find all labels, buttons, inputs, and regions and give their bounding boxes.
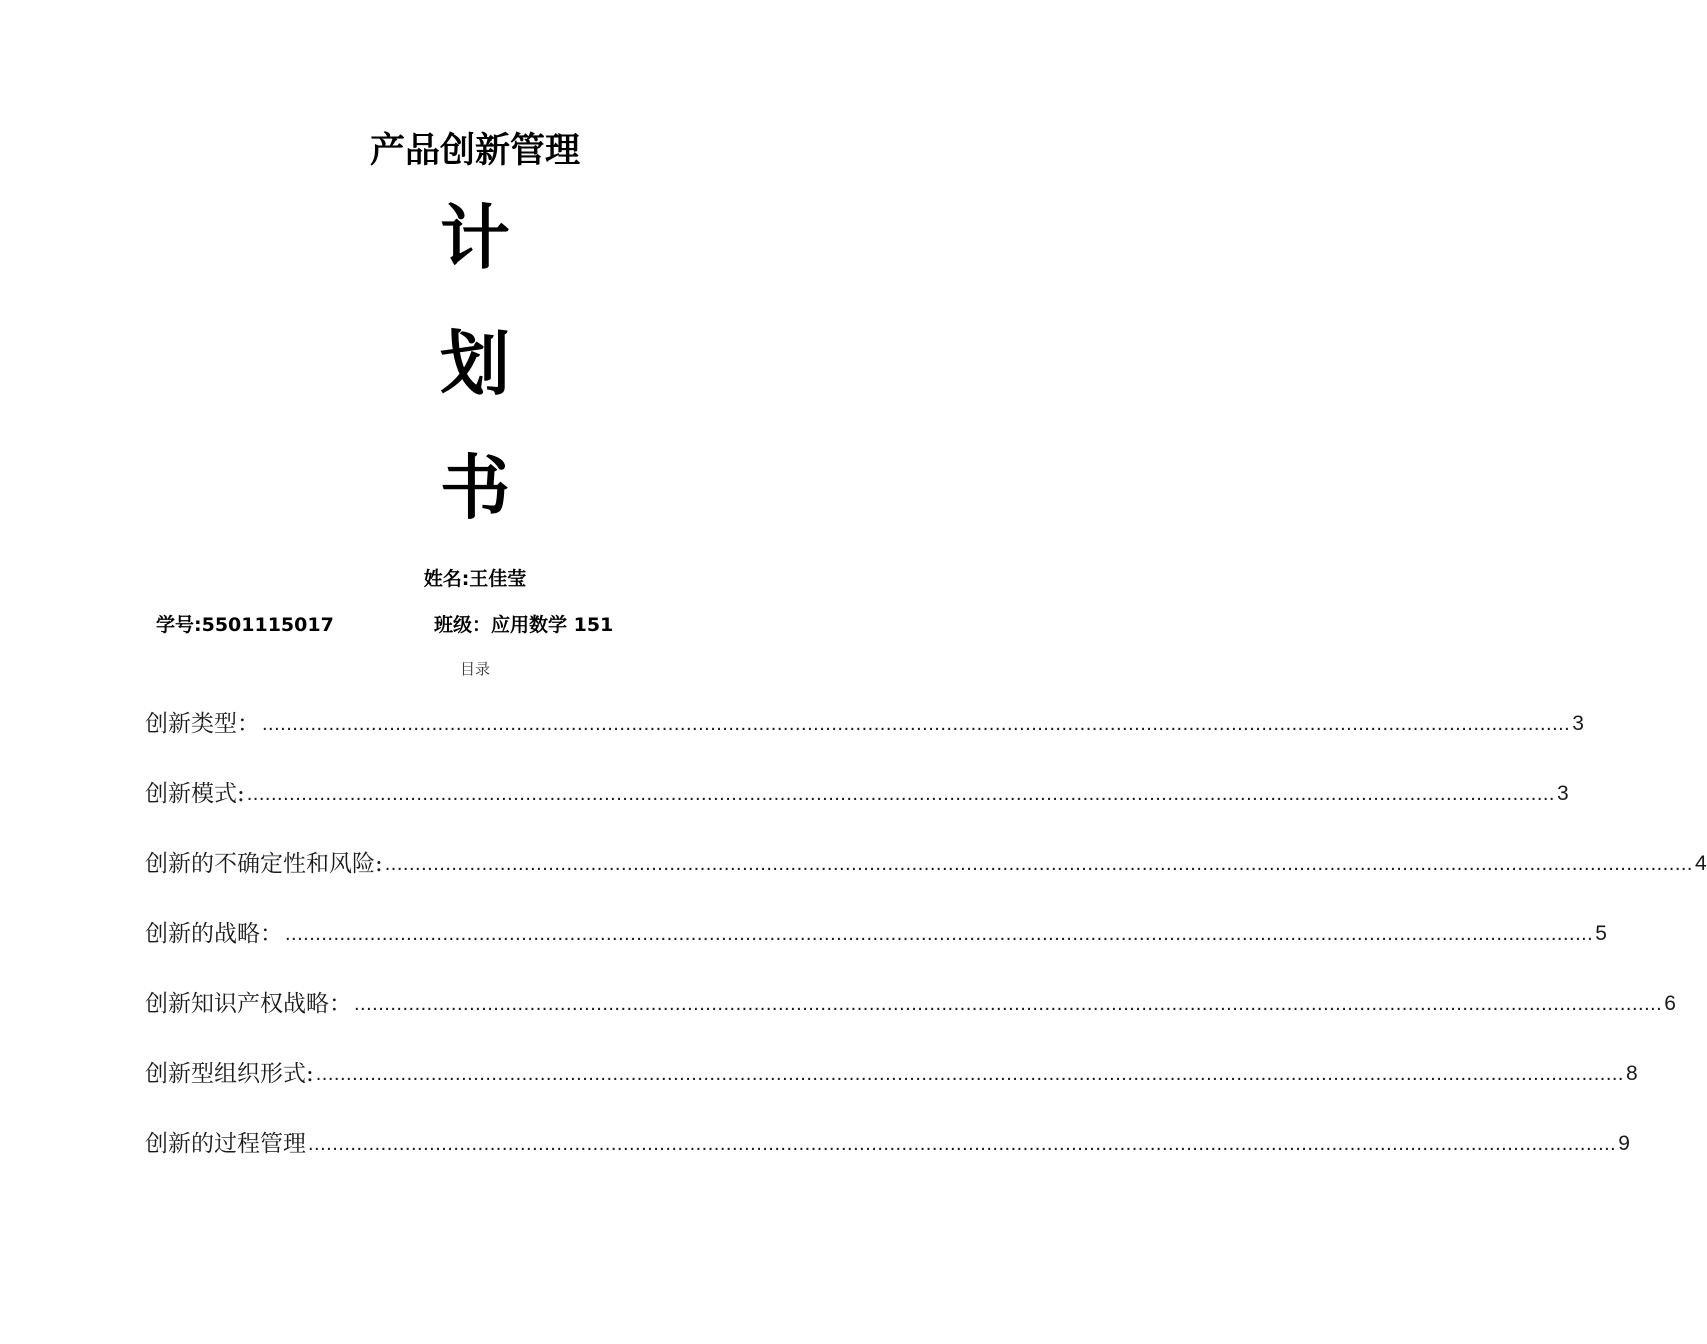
toc-entry-label: 创新类型： xyxy=(145,711,260,737)
toc-page-number: 9 xyxy=(1618,1132,1630,1155)
toc-entry[interactable] xyxy=(145,954,1676,1024)
toc-page-number: 8 xyxy=(1625,1062,1638,1085)
toc-entry-label: 创新的过程管理 xyxy=(145,1131,306,1157)
toc-entry-label: 创新知识产权战略： xyxy=(145,991,352,1017)
toc-dot-leader: ........................................................................................................................................................................................................................ xyxy=(354,993,1663,1015)
toc-page-number: 5 xyxy=(1595,922,1607,945)
student-class: 班级：应用数学 151 xyxy=(434,614,614,636)
toc-entry[interactable] xyxy=(145,1094,1630,1164)
student-name: 姓名:王佳莹 xyxy=(423,568,527,590)
toc-dot-leader: ........................................................................................................................................................................................................................ xyxy=(384,853,1693,875)
toc-entry[interactable] xyxy=(145,1024,1638,1094)
toc-entry[interactable] xyxy=(145,704,1584,744)
toc-dot-leader: ........................................................................................................................................................................................................................ xyxy=(246,783,1555,805)
toc-page-number: 3 xyxy=(1556,782,1569,805)
toc-entry-label: 创新的不确定性和风险: xyxy=(145,851,383,877)
toc-entry[interactable] xyxy=(145,884,1607,954)
toc-entry[interactable] xyxy=(145,814,1707,884)
toc-page-number: 3 xyxy=(1572,712,1584,735)
toc-dot-leader: ........................................................................................................................................................................................................................ xyxy=(308,1133,1617,1155)
toc-page-number: 6 xyxy=(1664,992,1676,1015)
table-of-contents xyxy=(145,704,1707,1164)
toc-dot-leader: ........................................................................................................................................................................................................................ xyxy=(262,713,1571,735)
toc-page-number: 4 xyxy=(1694,852,1707,875)
document-subject: 产品创新管理 xyxy=(369,130,580,171)
toc-entry-label: 创新模式: xyxy=(145,781,245,807)
toc-heading: 目录 xyxy=(459,660,490,678)
toc-entry[interactable] xyxy=(145,744,1569,814)
toc-dot-leader: ........................................................................................................................................................................................................................ xyxy=(315,1063,1624,1085)
title-char-ji: 计 xyxy=(440,196,510,279)
title-char-shu: 书 xyxy=(440,446,510,529)
toc-entry-label: 创新的战略： xyxy=(145,921,283,947)
title-char-hua: 划 xyxy=(440,322,510,405)
student-id: 学号:5501115017 xyxy=(156,614,334,636)
toc-dot-leader: ........................................................................................................................................................................................................................ xyxy=(285,923,1594,945)
toc-entry-label: 创新型组织形式: xyxy=(145,1061,314,1087)
